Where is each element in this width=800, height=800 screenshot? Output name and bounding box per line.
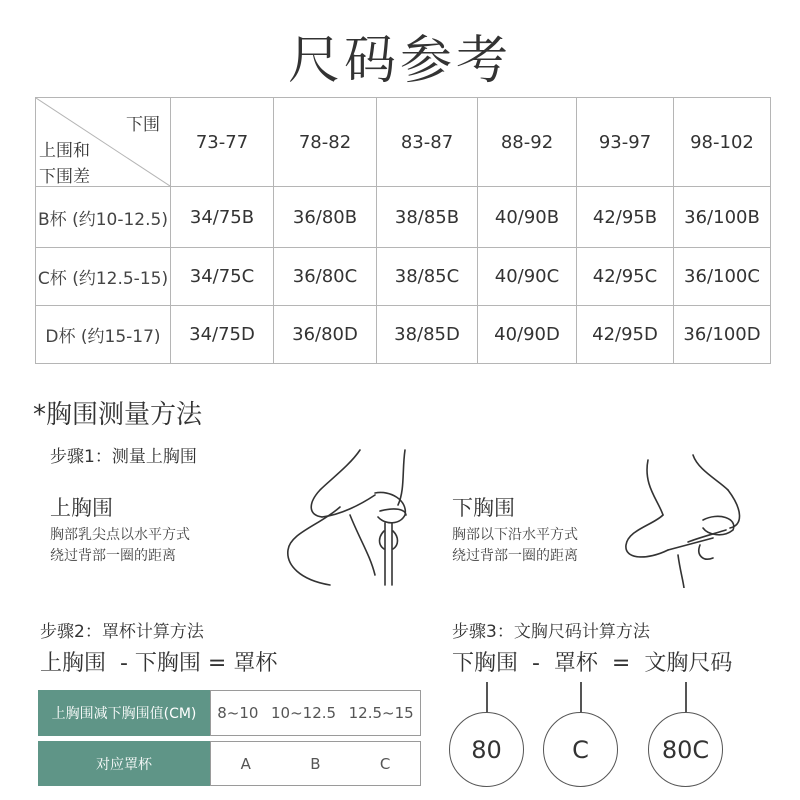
- size-table: [35, 97, 771, 364]
- table-header-row: [36, 98, 771, 187]
- cup-range: 8~10: [217, 704, 259, 722]
- column-header: 73-77: [171, 98, 274, 187]
- cup-formula: 上胸围 - 下胸围 = 罩杯: [40, 651, 278, 676]
- table-cell: 42/95B: [577, 187, 674, 248]
- lower-bust-desc-1: 胸部以下沿水平方式: [452, 527, 578, 543]
- cup-letter: A: [240, 754, 251, 773]
- table-row: [36, 248, 771, 306]
- row-label: D杯 (约15-17): [36, 306, 171, 364]
- column-header: 88-92: [478, 98, 577, 187]
- method-heading: *胸围测量方法: [33, 400, 203, 430]
- table-cell: 36/80C: [274, 248, 377, 306]
- column-header: 83-87: [377, 98, 478, 187]
- upper-bust-desc-2: 绕过背部一圈的距离: [50, 548, 176, 564]
- table-cell: 34/75C: [171, 248, 274, 306]
- cup-value-circle: C: [543, 712, 618, 787]
- table-cell: 34/75D: [171, 306, 274, 364]
- cup-range: 12.5~15: [348, 704, 414, 722]
- cup-letter: B: [310, 754, 321, 773]
- table-cell: 38/85D: [377, 306, 478, 364]
- table-cell: 40/90D: [478, 306, 577, 364]
- table-cell: 40/90B: [478, 187, 577, 248]
- lower-bust-illustration: [618, 450, 758, 588]
- corner-bottom-label-2: 下围差: [39, 167, 90, 187]
- column-header: 93-97: [577, 98, 674, 187]
- upper-bust-title: 上胸围: [50, 496, 113, 520]
- cup-letter: C: [379, 754, 391, 773]
- row-label: B杯 (约10-12.5): [36, 187, 171, 248]
- corner-cell: [36, 98, 171, 187]
- connector-line: [580, 682, 582, 712]
- lower-bust-value-circle: 80: [449, 712, 524, 787]
- bra-size-value-circle: 80C: [648, 712, 723, 787]
- connector-line: [486, 682, 488, 712]
- upper-bust-illustration: [280, 445, 420, 595]
- cup-table-row1-label: 上胸围减下胸围值(CM): [38, 690, 210, 736]
- table-row: [36, 187, 771, 248]
- bra-size-formula: 下胸围 - 罩杯 = 文胸尺码: [452, 651, 733, 676]
- table-row: [36, 306, 771, 364]
- step3-label: 步骤3：文胸尺码计算方法: [452, 622, 650, 642]
- table-cell: 36/100B: [674, 187, 771, 248]
- column-header: 98-102: [674, 98, 771, 187]
- cup-range-row: [210, 690, 421, 736]
- cup-range: 10~12.5: [271, 704, 337, 722]
- column-header: 78-82: [274, 98, 377, 187]
- table-cell: 38/85B: [377, 187, 478, 248]
- table-cell: 36/80D: [274, 306, 377, 364]
- table-cell: 36/100D: [674, 306, 771, 364]
- connector-line: [685, 682, 687, 712]
- lower-bust-desc-2: 绕过背部一圈的距离: [452, 548, 578, 564]
- lower-bust-title: 下胸围: [452, 496, 515, 520]
- upper-bust-desc-1: 胸部乳尖点以水平方式: [50, 527, 190, 543]
- table-cell: 34/75B: [171, 187, 274, 248]
- table-cell: 42/95C: [577, 248, 674, 306]
- table-cell: 36/100C: [674, 248, 771, 306]
- table-cell: 38/85C: [377, 248, 478, 306]
- step1-label: 步骤1：测量上胸围: [50, 447, 197, 467]
- row-label: C杯 (约12.5-15): [36, 248, 171, 306]
- table-cell: 36/80B: [274, 187, 377, 248]
- table-cell: 40/90C: [478, 248, 577, 306]
- page-title: 尺码参考: [287, 31, 512, 91]
- table-cell: 42/95D: [577, 306, 674, 364]
- cup-table-row2-label: 对应罩杯: [38, 741, 210, 786]
- step2-label: 步骤2：罩杯计算方法: [40, 622, 204, 642]
- corner-top-label: 下围: [126, 115, 160, 135]
- corner-bottom-label-1: 上围和: [39, 141, 90, 161]
- cup-letter-row: [210, 741, 421, 786]
